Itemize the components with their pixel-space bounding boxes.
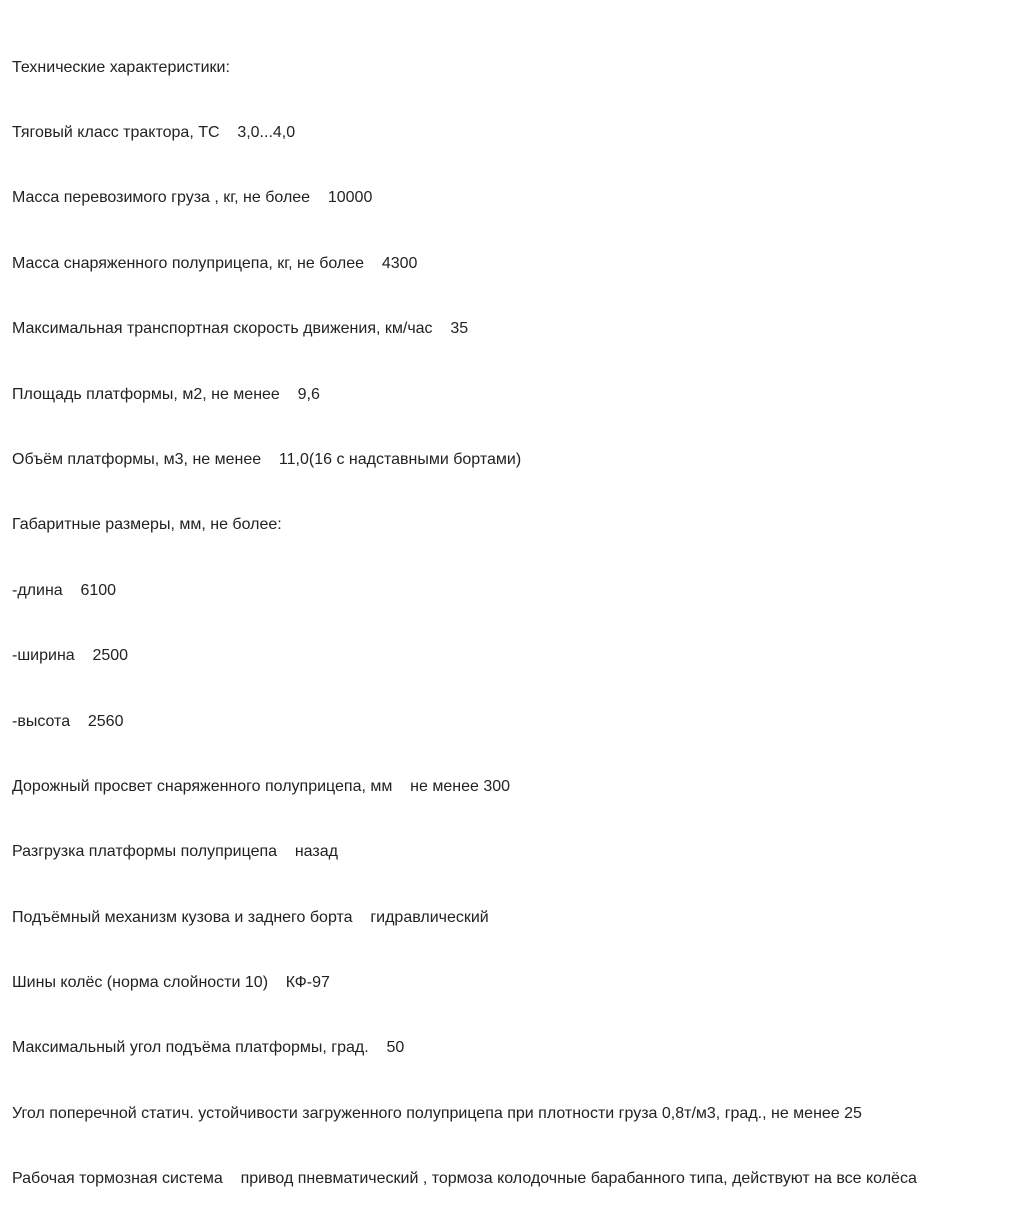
spec-line-max-speed: Максимальная транспортная скорость движения, км/час 35 xyxy=(12,320,469,338)
spec-line-lifting-mechanism: Подъёмный механизм кузова и заднего борта гидравлический xyxy=(12,908,489,926)
spec-line-platform-volume: Объём платформы, м3, не менее 11,0(16 с надставными бортами) xyxy=(12,450,522,468)
specifications-text xyxy=(12,13,1012,1212)
spec-line-dimensions-heading: Габаритные размеры, мм, не более: xyxy=(12,516,282,534)
spec-line-unloading: Разгрузка платформы полуприцепа назад xyxy=(12,843,338,861)
spec-line-cargo-mass: Масса перевозимого груза , кг, не более 10000 xyxy=(12,189,373,207)
spec-line-ground-clearance: Дорожный просвет снаряженного полуприцепа, мм не менее 300 xyxy=(12,777,511,795)
specifications-heading: Технические характеристики: xyxy=(12,58,230,76)
spec-line-width: -ширина 2500 xyxy=(12,647,129,665)
spec-line-brake-system: Рабочая тормозная система привод пневматический , тормоза колодочные барабанного типа, действуют на все колёса xyxy=(12,1170,917,1188)
spec-line-traction-class: Тяговый класс трактора, ТС 3,0...4,0 xyxy=(12,123,296,141)
spec-line-length: -длина 6100 xyxy=(12,581,117,599)
spec-line-stability-angle: Угол поперечной статич. устойчивости загруженного полуприцепа при плотности груза 0,8т/м3, град., не менее 25 xyxy=(12,1104,862,1122)
spec-line-height: -высота 2560 xyxy=(12,712,124,730)
spec-line-tires: Шины колёс (норма слойности 10) КФ-97 xyxy=(12,974,330,992)
spec-line-platform-area: Площадь платформы, м2, не менее 9,6 xyxy=(12,385,320,403)
spec-line-curb-mass: Масса снаряженного полуприцепа, кг, не более 4300 xyxy=(12,254,418,272)
spec-line-max-lift-angle: Максимальный угол подъёма платформы, град. 50 xyxy=(12,1039,405,1057)
